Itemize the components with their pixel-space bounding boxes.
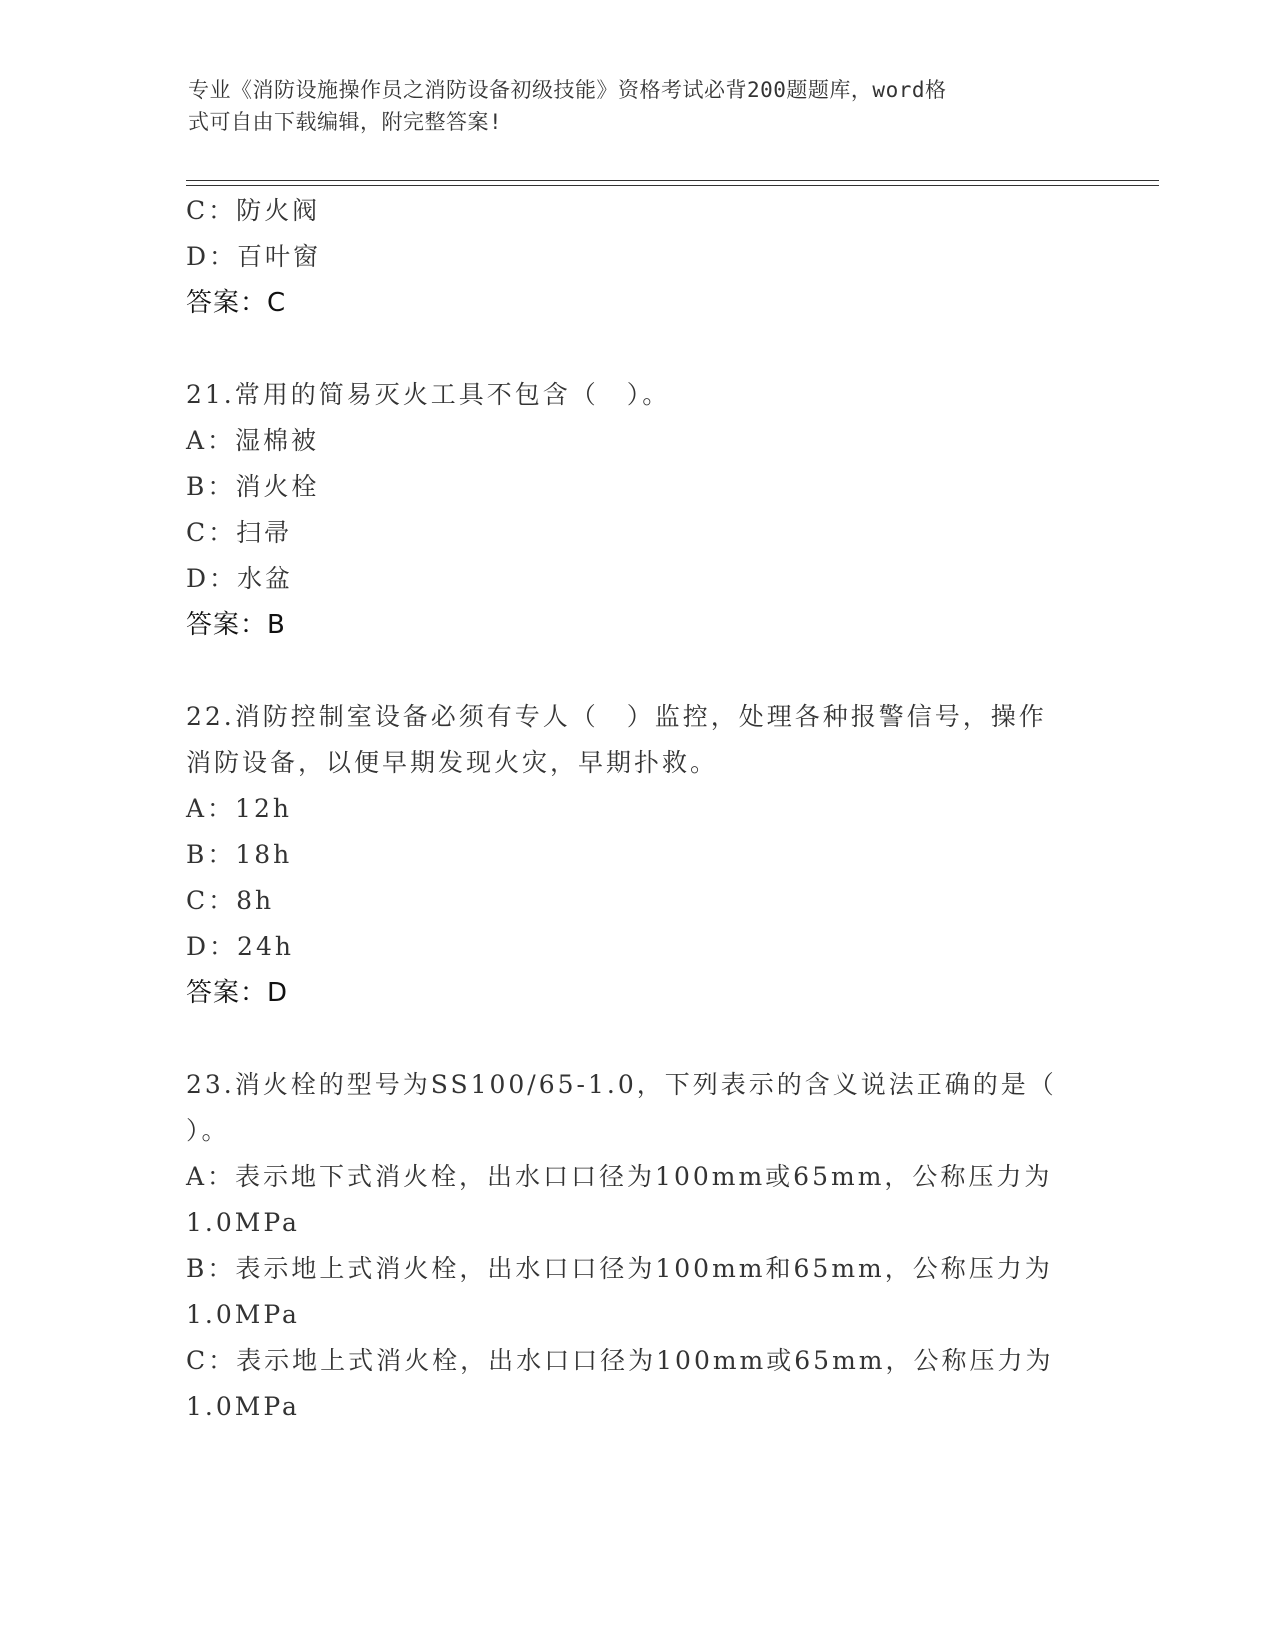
option-d: D：水盆	[186, 564, 294, 593]
document-header	[188, 74, 1088, 138]
answer: 答案：B	[186, 610, 286, 640]
option-d: D：24h	[186, 932, 294, 961]
option-c: C：扫帚	[186, 518, 293, 547]
header-line-1: 专业《消防设施操作员之消防设备初级技能》资格考试必背200题题库，word格	[188, 78, 947, 102]
option-b-line-2: 1.0MPa	[186, 1300, 300, 1329]
header-divider	[186, 180, 1159, 186]
spacer	[186, 326, 1086, 372]
option-b: B：18h	[186, 840, 293, 869]
option-b-line-1: B：表示地上式消火栓，出水口口径为100mm和65mm，公称压力为	[186, 1254, 1053, 1283]
option-a: A：12h	[186, 794, 292, 823]
question-text-line-2: ）。	[186, 1116, 230, 1145]
question-text-line-1: 22.消防控制室设备必须有专人（ ）监控，处理各种报警信号，操作	[186, 702, 1047, 731]
option-a-line-1: A：表示地下式消火栓，出水口口径为100mm或65mm，公称压力为	[186, 1162, 1053, 1191]
question-text-line-1: 23.消火栓的型号为SS100/65-1.0，下列表示的含义说法正确的是（	[186, 1070, 1057, 1099]
question-22	[186, 694, 1086, 1016]
question-20-tail	[186, 188, 1086, 326]
option-b: B：消火栓	[186, 472, 320, 501]
header-line-2: 式可自由下载编辑，附完整答案!	[188, 110, 503, 134]
question-text: 21.常用的简易灭火工具不包含（ ）。	[186, 380, 671, 409]
question-list	[186, 188, 1086, 1430]
option-c-line-2: 1.0MPa	[186, 1392, 300, 1421]
question-23	[186, 1062, 1086, 1430]
spacer	[186, 1016, 1086, 1062]
spacer	[186, 648, 1086, 694]
option-a-line-2: 1.0MPa	[186, 1208, 300, 1237]
answer: 答案：D	[186, 978, 289, 1008]
option-c: C：防火阀	[186, 196, 321, 225]
option-c-line-1: C：表示地上式消火栓，出水口口径为100mm或65mm，公称压力为	[186, 1346, 1054, 1375]
option-a: A：湿棉被	[186, 426, 320, 455]
option-c: C：8h	[186, 886, 275, 915]
question-21	[186, 372, 1086, 648]
answer: 答案：C	[186, 288, 287, 318]
question-text-line-2: 消防设备，以便早期发现火灾，早期扑救。	[186, 748, 719, 777]
option-d: D：百叶窗	[186, 242, 322, 271]
